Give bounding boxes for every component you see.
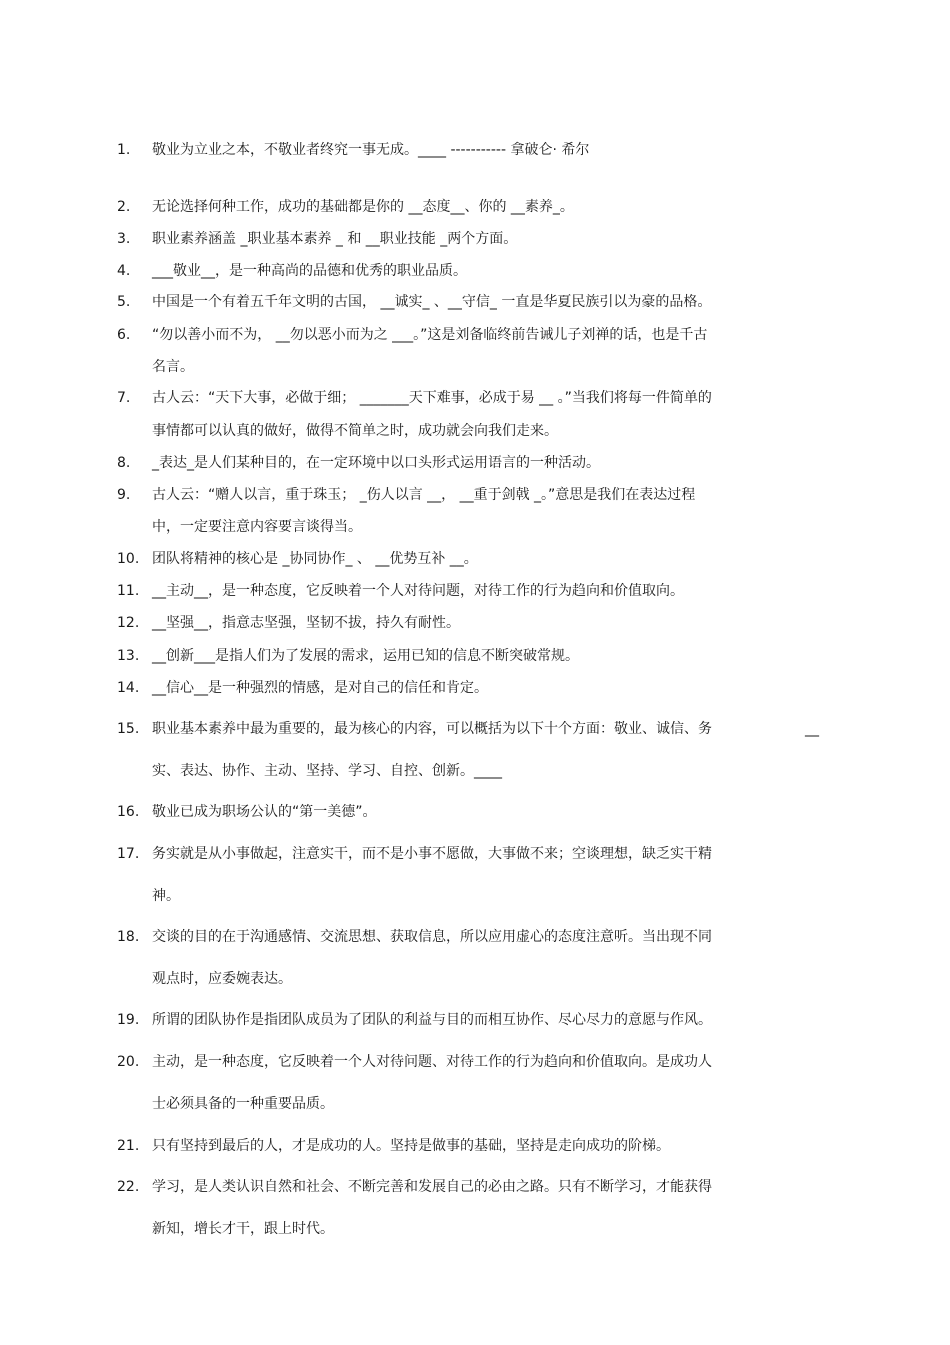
item-number: 19. [117,1012,140,1028]
item-number: 21. [117,1138,140,1154]
item-text: 只有坚持到最后的人，才是成功的人。坚持是做事的基础，坚持是走向成功的阶梯。 [152,1138,670,1154]
item-number: 20. [117,1054,140,1070]
item-number: 4. [117,263,131,279]
item-number: 9. [117,487,131,503]
item-text: “勿以善小而不为， __勿以恶小而为之 ___。”这是刘备临终前告诫儿子刘禅的话，也是千古 [152,327,708,343]
item-number: 3. [117,231,131,247]
item-number: 15. [117,721,140,737]
item-number: 7. [117,390,131,406]
item-number: 13. [117,648,140,664]
item-text: 古人云：“天下大事，必做于细； _______天下难事，必成于易 __ 。”当我们将每一件简单的 [152,390,712,406]
item-number: 8. [117,455,131,471]
item-text: 神。 [152,888,180,904]
item-text: 中，一定要注意内容要言谈得当。 [152,519,362,535]
item-text: 学习，是人类认识自然和社会、不断完善和发展自己的必由之路。只有不断学习，才能获得 [152,1179,712,1195]
item-number: 2. [117,199,131,215]
item-number: 18. [117,929,140,945]
item-text: 实、表达、协作、主动、坚持、学习、自控、创新。____ [152,763,502,779]
item-text: 士必须具备的一种重要品质。 [152,1096,334,1112]
item-text: __创新___是指人们为了发展的需求，运用已知的信息不断突破常规。 [152,648,579,664]
item-text: 古人云：“赠人以言，重于珠玉； _伤人以言 __， __重于剑戟 _。”意思是我们在表达过程 [152,487,696,503]
item-text: 职业素养涵盖 _职业基本素养 _ 和 __职业技能 _两个方面。 [152,231,518,247]
item-text: _表达_是人们某种目的，在一定环境中以口头形式运用语言的一种活动。 [152,455,600,471]
trailing-blank: __ [805,721,819,737]
item-number: 10. [117,551,140,567]
item-number: 14. [117,680,140,696]
item-text: 敬业为立业之本，不敬业者终究一事无成。____ ----------- 拿破仑· 希尔 [152,142,590,158]
item-text: 职业基本素养中最为重要的，最为核心的内容，可以概括为以下十个方面：敬业、诚信、务 [152,721,712,737]
item-text: ___敬业__，是一种高尚的品德和优秀的职业品质。 [152,263,467,279]
item-text: 团队将精神的核心是 _协同协作_ 、 __优势互补 __。 [152,551,478,567]
item-text: 务实就是从小事做起，注意实干，而不是小事不愿做，大事做不来；空谈理想，缺乏实干精 [152,846,712,862]
item-number: 16. [117,804,140,820]
item-text: 交谈的目的在于沟通感情、交流思想、获取信息，所以应用虚心的态度注意听。当出现不同 [152,929,712,945]
item-number: 17. [117,846,140,862]
item-text: 敬业已成为职场公认的“第一美德”。 [152,804,377,820]
item-number: 6. [117,327,131,343]
item-number: 1. [117,142,131,158]
item-text: 事情都可以认真的做好，做得不简单之时，成功就会向我们走来。 [152,423,558,439]
item-text: 中国是一个有着五千年文明的古国， __诚实_ 、__守信_ 一直是华夏民族引以为豪的品格。 [152,294,712,310]
item-number: 11. [117,583,140,599]
item-text: 无论选择何种工作，成功的基础都是你的 __态度__、你的 __素养_。 [152,199,574,215]
item-text: 名言。 [152,359,194,375]
item-text: 所谓的团队协作是指团队成员为了团队的利益与目的而相互协作、尽心尽力的意愿与作风。 [152,1012,712,1028]
item-text: 观点时，应委婉表达。 [152,971,292,987]
item-number: 22. [117,1179,140,1195]
item-text: 新知，增长才干，跟上时代。 [152,1221,334,1237]
item-text: __信心__是一种强烈的情感，是对自己的信任和肯定。 [152,680,488,696]
item-text: 主动，是一种态度，它反映着一个人对待问题、对待工作的行为趋向和价值取向。是成功人 [152,1054,712,1070]
item-number: 5. [117,294,131,310]
item-text: __坚强__，指意志坚强，坚韧不拔，持久有耐性。 [152,615,460,631]
item-text: __主动__，是一种态度，它反映着一个人对待问题，对待工作的行为趋向和价值取向。 [152,583,684,599]
item-number: 12. [117,615,140,631]
